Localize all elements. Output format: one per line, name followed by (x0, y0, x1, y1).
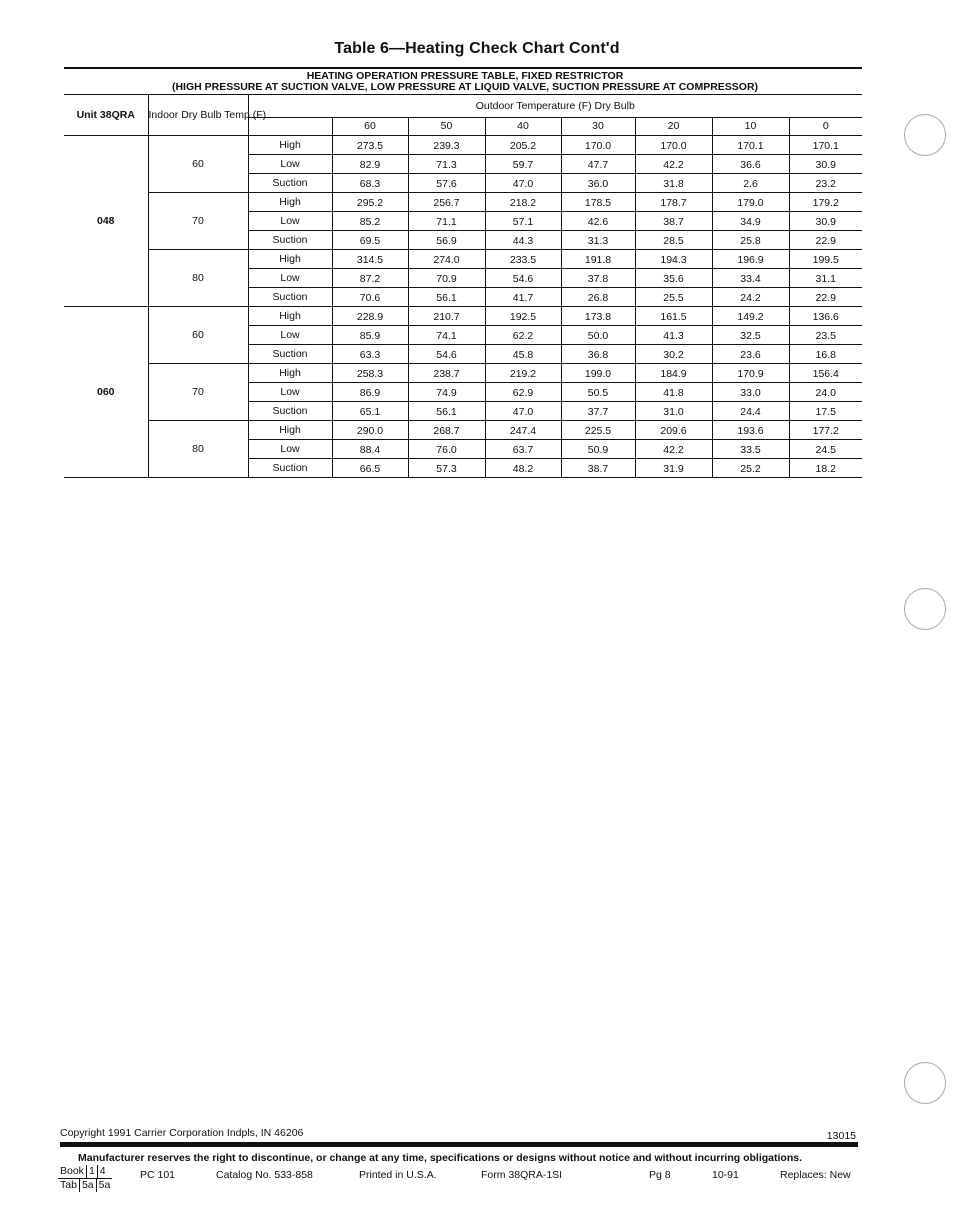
disclaimer-text: Manufacturer reserves the right to discontinue, or change at any time, specifications or designs without notice and without incurring obligations. (78, 1152, 803, 1164)
table-subtitle-line2: (HIGH PRESSURE AT SUCTION VALVE, LOW PRESSURE AT LIQUID VALVE, SUCTION PRESSURE AT COMPRESSOR) (171, 81, 759, 93)
book-value: 4 (97, 1165, 108, 1178)
pressure-value-cell: 45.8 (485, 345, 561, 364)
indoor-temp-cell: 80 (148, 250, 248, 307)
pressure-value-cell: 36.8 (561, 345, 635, 364)
catalog-number: Catalog No. 533-858 (216, 1169, 313, 1181)
table-row (64, 193, 862, 212)
pressure-value-cell: 170.1 (712, 136, 789, 155)
footer-rule (60, 1142, 858, 1147)
pressure-value-cell: 37.8 (561, 269, 635, 288)
pressure-type-label: High (248, 193, 332, 212)
pressure-value-cell: 205.2 (485, 136, 561, 155)
outdoor-temp-column-header: 0 (789, 118, 862, 136)
unit-model-cell: 048 (64, 136, 148, 307)
pressure-value-cell: 173.8 (561, 307, 635, 326)
pressure-value-cell: 36.6 (712, 155, 789, 174)
pressure-value-cell: 16.8 (789, 345, 862, 364)
outdoor-temp-column-header: 50 (408, 118, 485, 136)
pressure-value-cell: 256.7 (408, 193, 485, 212)
pressure-value-cell: 30.9 (789, 212, 862, 231)
pressure-value-cell: 57.3 (408, 459, 485, 478)
pressure-value-cell: 69.5 (332, 231, 408, 250)
table-row (64, 421, 862, 440)
pressure-value-cell: 41.7 (485, 288, 561, 307)
pressure-value-cell: 239.3 (408, 136, 485, 155)
pressure-value-cell: 295.2 (332, 193, 408, 212)
pressure-value-cell: 63.3 (332, 345, 408, 364)
book-label: Book (60, 1165, 84, 1177)
pressure-value-cell: 66.5 (332, 459, 408, 478)
outdoor-temp-column-header: 60 (332, 118, 408, 136)
pressure-value-cell: 59.7 (485, 155, 561, 174)
pressure-value-cell: 70.6 (332, 288, 408, 307)
pressure-value-cell: 199.0 (561, 364, 635, 383)
pressure-value-cell: 31.3 (561, 231, 635, 250)
pressure-type-label: Low (248, 155, 332, 174)
pressure-value-cell: 194.3 (635, 250, 712, 269)
copyright-text: Copyright 1991 Carrier Corporation Indpls, IN 46206 (60, 1127, 304, 1139)
pressure-value-cell: 33.4 (712, 269, 789, 288)
pressure-type-label: Low (248, 212, 332, 231)
pressure-value-cell: 65.1 (332, 402, 408, 421)
pressure-value-cell: 17.5 (789, 402, 862, 421)
pressure-value-cell: 82.9 (332, 155, 408, 174)
pressure-value-cell: 149.2 (712, 307, 789, 326)
pressure-value-cell: 209.6 (635, 421, 712, 440)
pressure-value-cell: 50.0 (561, 326, 635, 345)
pressure-value-cell: 56.9 (408, 231, 485, 250)
pressure-value-cell: 32.5 (712, 326, 789, 345)
book-tab-index (58, 1165, 112, 1192)
pressure-value-cell: 54.6 (408, 345, 485, 364)
pressure-value-cell: 2.6 (712, 174, 789, 193)
pressure-value-cell: 50.5 (561, 383, 635, 402)
pressure-type-label: Suction (248, 345, 332, 364)
pressure-value-cell: 44.3 (485, 231, 561, 250)
pressure-value-cell: 47.0 (485, 402, 561, 421)
indoor-temp-cell: 80 (148, 421, 248, 478)
table-subtitle-line1: HEATING OPERATION PRESSURE TABLE, FIXED RESTRICTOR (306, 70, 624, 82)
pressure-value-cell: 191.8 (561, 250, 635, 269)
tab-label: Tab (60, 1179, 77, 1191)
pressure-type-label: Suction (248, 174, 332, 193)
form-number: Form 38QRA-1SI (481, 1169, 563, 1181)
printed-in: Printed in U.S.A. (359, 1169, 437, 1181)
outdoor-temp-column-header: 30 (561, 118, 635, 136)
pressure-value-cell: 290.0 (332, 421, 408, 440)
print-date: 10-91 (712, 1169, 739, 1181)
pressure-type-label: High (248, 421, 332, 440)
pressure-value-cell: 225.5 (561, 421, 635, 440)
pressure-value-cell: 18.2 (789, 459, 862, 478)
pressure-value-cell: 218.2 (485, 193, 561, 212)
pressure-value-cell: 88.4 (332, 440, 408, 459)
pressure-value-cell: 35.6 (635, 269, 712, 288)
outdoor-temp-header: Outdoor Temperature (F) Dry Bulb (248, 95, 862, 118)
pressure-value-cell: 25.2 (712, 459, 789, 478)
pressure-value-cell: 25.8 (712, 231, 789, 250)
pressure-value-cell: 48.2 (485, 459, 561, 478)
tab-value: 5a (96, 1179, 113, 1192)
table-row (64, 307, 862, 326)
pressure-value-cell: 62.9 (485, 383, 561, 402)
outdoor-temp-column-header: 20 (635, 118, 712, 136)
pressure-value-cell: 33.5 (712, 440, 789, 459)
indoor-temp-cell: 60 (148, 136, 248, 193)
pressure-value-cell: 70.9 (408, 269, 485, 288)
pressure-value-cell: 31.8 (635, 174, 712, 193)
pressure-value-cell: 24.5 (789, 440, 862, 459)
pressure-value-cell: 57.1 (485, 212, 561, 231)
page-title: Table 6—Heating Check Chart Cont'd (334, 40, 620, 57)
pressure-value-cell: 50.9 (561, 440, 635, 459)
pressure-value-cell: 56.1 (408, 402, 485, 421)
pressure-value-cell: 22.9 (789, 231, 862, 250)
pressure-value-cell: 23.6 (712, 345, 789, 364)
book-value: 1 (86, 1165, 97, 1178)
pressure-value-cell: 62.2 (485, 326, 561, 345)
pressure-value-cell: 37.7 (561, 402, 635, 421)
pressure-value-cell: 42.6 (561, 212, 635, 231)
pressure-value-cell: 85.2 (332, 212, 408, 231)
pressure-value-cell: 36.0 (561, 174, 635, 193)
pressure-value-cell: 26.8 (561, 288, 635, 307)
pressure-value-cell: 273.5 (332, 136, 408, 155)
pressure-value-cell: 192.5 (485, 307, 561, 326)
document-code: 13015 (826, 1130, 856, 1142)
punch-hole-bottom (904, 1062, 946, 1104)
pressure-value-cell: 63.7 (485, 440, 561, 459)
pressure-value-cell: 24.2 (712, 288, 789, 307)
pressure-type-label: Low (248, 383, 332, 402)
pressure-value-cell: 184.9 (635, 364, 712, 383)
pressure-value-cell: 71.3 (408, 155, 485, 174)
indoor-temp-header: Indoor Dry Bulb Temp (F) (148, 95, 248, 136)
indoor-temp-cell: 60 (148, 307, 248, 364)
pressure-value-cell: 87.2 (332, 269, 408, 288)
pressure-type-label: High (248, 250, 332, 269)
pressure-value-cell: 33.0 (712, 383, 789, 402)
pressure-value-cell: 30.2 (635, 345, 712, 364)
pressure-type-label: Low (248, 269, 332, 288)
pressure-value-cell: 31.9 (635, 459, 712, 478)
pressure-value-cell: 42.2 (635, 155, 712, 174)
page-number: Pg 8 (649, 1169, 671, 1181)
pressure-value-cell: 24.0 (789, 383, 862, 402)
pressure-value-cell: 170.0 (561, 136, 635, 155)
pressure-value-cell: 47.7 (561, 155, 635, 174)
outdoor-temp-column-header: 40 (485, 118, 561, 136)
pressure-value-cell: 210.7 (408, 307, 485, 326)
pressure-value-cell: 86.9 (332, 383, 408, 402)
pressure-value-cell: 74.1 (408, 326, 485, 345)
pressure-value-cell: 178.7 (635, 193, 712, 212)
pressure-value-cell: 23.5 (789, 326, 862, 345)
pressure-value-cell: 30.9 (789, 155, 862, 174)
pressure-type-label: High (248, 307, 332, 326)
pressure-value-cell: 47.0 (485, 174, 561, 193)
pressure-value-cell: 42.2 (635, 440, 712, 459)
pressure-value-cell: 178.5 (561, 193, 635, 212)
pressure-type-label: Low (248, 440, 332, 459)
pressure-type-label: High (248, 136, 332, 155)
indoor-temp-cell: 70 (148, 364, 248, 421)
pressure-value-cell: 38.7 (635, 212, 712, 231)
pressure-value-cell: 177.2 (789, 421, 862, 440)
pressure-value-cell: 193.6 (712, 421, 789, 440)
pressure-value-cell: 314.5 (332, 250, 408, 269)
pressure-value-cell: 170.1 (789, 136, 862, 155)
pressure-value-cell: 238.7 (408, 364, 485, 383)
table-row (64, 364, 862, 383)
pressure-value-cell: 31.1 (789, 269, 862, 288)
punch-hole-middle (904, 588, 946, 630)
pressure-value-cell: 54.6 (485, 269, 561, 288)
unit-header: Unit 38QRA (64, 95, 148, 136)
pressure-value-cell: 179.2 (789, 193, 862, 212)
pressure-value-cell: 41.8 (635, 383, 712, 402)
unit-model-cell: 060 (64, 307, 148, 478)
pressure-value-cell: 199.5 (789, 250, 862, 269)
pressure-value-cell: 233.5 (485, 250, 561, 269)
pressure-value-cell: 38.7 (561, 459, 635, 478)
pressure-type-label: Suction (248, 459, 332, 478)
punch-hole-top (904, 114, 946, 156)
pc-number: PC 101 (140, 1169, 176, 1181)
pressure-value-cell: 24.4 (712, 402, 789, 421)
pressure-value-cell: 161.5 (635, 307, 712, 326)
pressure-value-cell: 34.9 (712, 212, 789, 231)
pressure-type-label: Suction (248, 402, 332, 421)
pressure-value-cell: 85.9 (332, 326, 408, 345)
pressure-value-cell: 25.5 (635, 288, 712, 307)
pressure-value-cell: 219.2 (485, 364, 561, 383)
table-row (64, 250, 862, 269)
indoor-temp-cell: 70 (148, 193, 248, 250)
pressure-value-cell: 71.1 (408, 212, 485, 231)
pressure-value-cell: 268.7 (408, 421, 485, 440)
tab-value: 5a (79, 1179, 96, 1192)
pressure-value-cell: 57.6 (408, 174, 485, 193)
pressure-value-cell: 68.3 (332, 174, 408, 193)
pressure-value-cell: 136.6 (789, 307, 862, 326)
pressure-type-label: Low (248, 326, 332, 345)
pressure-value-cell: 76.0 (408, 440, 485, 459)
table-row (64, 136, 862, 155)
pressure-value-cell: 170.0 (635, 136, 712, 155)
pressure-value-cell: 196.9 (712, 250, 789, 269)
pressure-value-cell: 170.9 (712, 364, 789, 383)
pressure-value-cell: 228.9 (332, 307, 408, 326)
pressure-type-label: Suction (248, 231, 332, 250)
pressure-value-cell: 179.0 (712, 193, 789, 212)
pressure-value-cell: 274.0 (408, 250, 485, 269)
pressure-type-label: High (248, 364, 332, 383)
replaces-note: Replaces: New (780, 1169, 851, 1181)
pressure-value-cell: 23.2 (789, 174, 862, 193)
pressure-value-cell: 41.3 (635, 326, 712, 345)
pressure-value-cell: 156.4 (789, 364, 862, 383)
pressure-value-cell: 74.9 (408, 383, 485, 402)
pressure-value-cell: 247.4 (485, 421, 561, 440)
title-rule (64, 67, 862, 69)
pressure-value-cell: 31.0 (635, 402, 712, 421)
pressure-type-label: Suction (248, 288, 332, 307)
pressure-value-cell: 28.5 (635, 231, 712, 250)
pressure-value-cell: 56.1 (408, 288, 485, 307)
pressure-value-cell: 22.9 (789, 288, 862, 307)
outdoor-temp-column-header: 10 (712, 118, 789, 136)
heating-check-table (64, 94, 862, 478)
pressure-value-cell: 258.3 (332, 364, 408, 383)
